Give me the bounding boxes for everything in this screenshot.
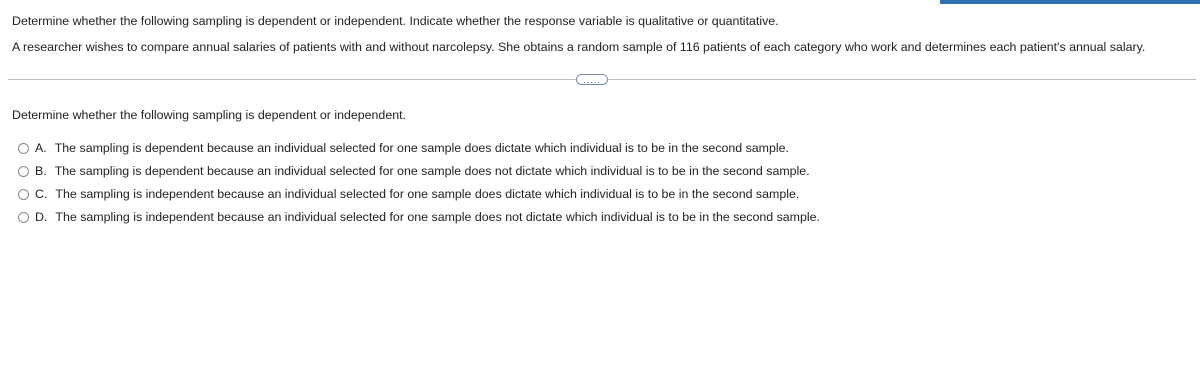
top-accent-bar: [940, 0, 1200, 4]
radio-button-icon[interactable]: [18, 212, 29, 223]
option-text: The sampling is independent because an individual selected for one sample does not dictate which individual is to be in the second sample.: [55, 210, 820, 224]
option-b[interactable]: [18, 162, 820, 180]
question-scenario: A researcher wishes to compare annual salaries of patients with and without narcolepsy. She obtains a random sample of 116 patients of each category who work and determines each patient's annual salary.: [12, 40, 1146, 54]
radio-button-icon[interactable]: [18, 166, 29, 177]
option-a[interactable]: [18, 139, 820, 157]
question-prompt: Determine whether the following sampling is dependent or independent. Indicate whether the response variable is qualitative or quantitative.: [12, 14, 779, 28]
option-c[interactable]: [18, 185, 820, 203]
radio-button-icon[interactable]: [18, 143, 29, 154]
part-instruction: Determine whether the following sampling is dependent or independent.: [12, 108, 406, 122]
radio-button-icon[interactable]: [18, 189, 29, 200]
option-text: The sampling is dependent because an individual selected for one sample does not dictate which individual is to be in the second sample.: [54, 164, 810, 178]
question-header: [12, 12, 1192, 56]
option-text: The sampling is dependent because an individual selected for one sample does dictate which individual is to be in the second sample.: [54, 141, 789, 155]
option-letter: B.: [35, 164, 47, 178]
option-letter: D.: [35, 210, 48, 224]
answer-options: [18, 139, 820, 231]
expand-question-button[interactable]: .....: [576, 74, 608, 85]
option-text: The sampling is independent because an individual selected for one sample does dictate which individual is to be in the second sample.: [55, 187, 800, 201]
option-letter: C.: [35, 187, 48, 201]
top-strip: [0, 0, 1200, 6]
option-letter: A.: [35, 141, 47, 155]
option-d[interactable]: [18, 208, 820, 226]
